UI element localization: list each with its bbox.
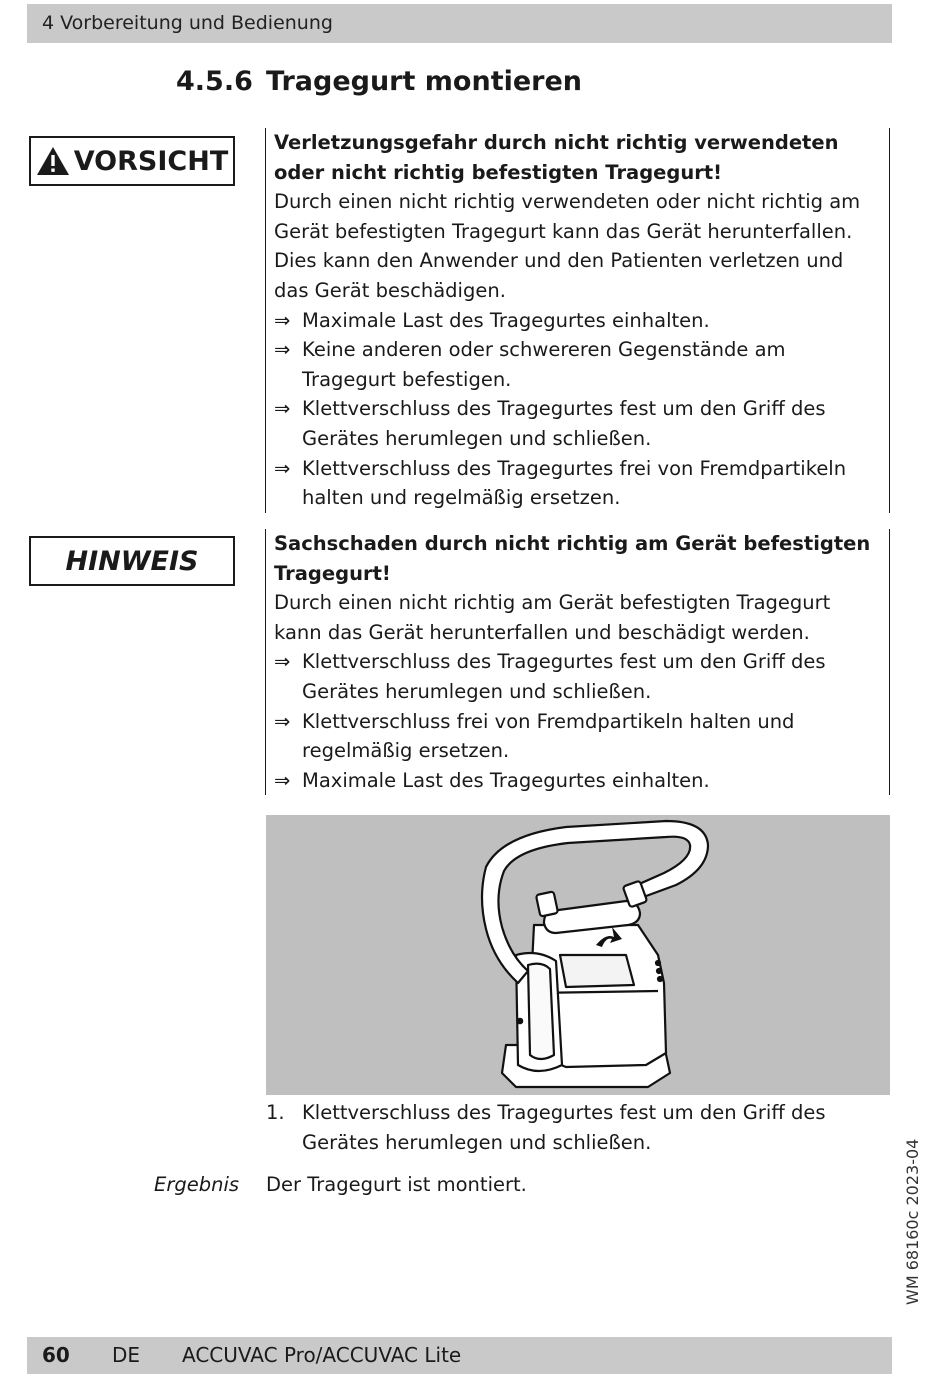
- document-code: WM 68160c 2023-04: [903, 1138, 922, 1305]
- arrow-icon: ⇒: [274, 338, 291, 362]
- warning-triangle-icon: [36, 146, 70, 176]
- notice-signal-word: HINWEIS: [65, 545, 199, 577]
- arrow-icon: ⇒: [274, 768, 291, 792]
- warning-signal-word: VORSICHT: [73, 145, 229, 177]
- carrying-strap-device-icon: [266, 815, 890, 1095]
- page-number: 60: [42, 1343, 70, 1367]
- notice-title: Sachschaden durch nicht richtig am Gerät befestigten Tragegurt!: [274, 532, 871, 585]
- procedure-list: [266, 1098, 890, 1157]
- device-illustration: [266, 815, 890, 1095]
- warning-step: ⇒ Klettverschluss des Tragegurtes frei von Fremdpartikeln halten und regelmäßig ersetzen.: [274, 454, 883, 513]
- notice-step: ⇒ Maximale Last des Tragegurtes einhalten.: [274, 766, 883, 796]
- running-header: [27, 4, 892, 43]
- warning-block: [265, 128, 890, 513]
- notice-body: Durch einen nicht richtig am Gerät befestigten Tragegurt kann das Gerät herunterfallen und beschädigt werden.: [274, 591, 831, 644]
- step-text: Klettverschluss des Tragegurtes fest um den Griff des Gerätes herumlegen und schließen.: [302, 1101, 826, 1154]
- procedure-step: [266, 1098, 890, 1157]
- arrow-icon: ⇒: [274, 397, 291, 421]
- result-text: Der Tragegurt ist montiert.: [266, 1173, 527, 1196]
- warning-step: ⇒ Maximale Last des Tragegurtes einhalten.: [274, 306, 883, 336]
- warning-title: Verletzungsgefahr durch nicht richtig verwendeten oder nicht richtig befestigten Tragegurt!: [274, 131, 839, 184]
- warning-signal-box: [29, 136, 235, 186]
- section-title: Tragegurt montieren: [266, 66, 583, 97]
- warning-step: ⇒ Klettverschluss des Tragegurtes fest um den Griff des Gerätes herumlegen und schließen.: [274, 394, 883, 453]
- warning-body: Durch einen nicht richtig verwendeten oder nicht richtig am Gerät befestigten Tragegurt kann das Gerät herunterfallen. Dies kann den Anwender und den Patienten verletzen und das Gerät beschädigen.: [274, 190, 861, 302]
- arrow-icon: ⇒: [274, 456, 291, 480]
- result-label: Ergebnis: [154, 1173, 240, 1196]
- notice-step: ⇒ Klettverschluss des Tragegurtes fest um den Griff des Gerätes herumlegen und schließen.: [274, 647, 883, 706]
- chapter-title: 4 Vorbereitung und Bedienung: [42, 12, 333, 34]
- product-name: ACCUVAC Pro/ACCUVAC Lite: [182, 1343, 462, 1367]
- notice-block: [265, 529, 890, 795]
- step-number: 1.: [266, 1101, 285, 1124]
- arrow-icon: ⇒: [274, 308, 291, 332]
- running-footer: [27, 1337, 892, 1374]
- notice-signal-box: [29, 536, 235, 586]
- section-heading: [176, 66, 582, 97]
- notice-step: ⇒ Klettverschluss frei von Fremdpartikeln halten und regelmäßig ersetzen.: [274, 707, 883, 766]
- warning-step: ⇒ Keine anderen oder schwereren Gegenstände am Tragegurt befestigen.: [274, 335, 883, 394]
- language-code: DE: [112, 1343, 141, 1367]
- arrow-icon: ⇒: [274, 709, 291, 733]
- arrow-icon: ⇒: [274, 650, 291, 674]
- section-number: 4.5.6: [176, 66, 253, 97]
